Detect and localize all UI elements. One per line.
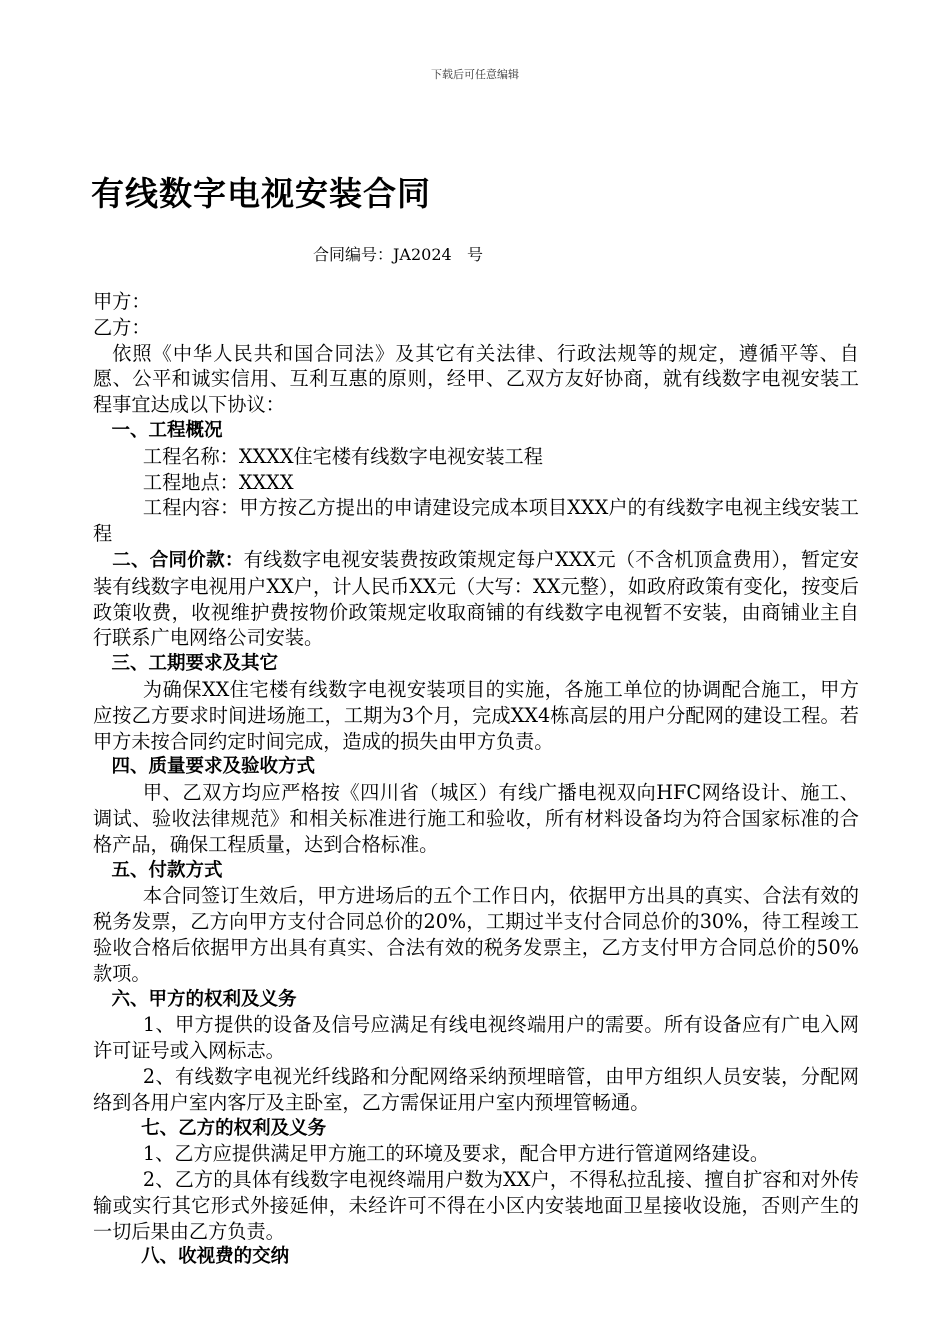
party-a-line: 甲方： <box>93 290 151 313</box>
section-3-text: 为确保XX住宅楼有线数字电视安装项目的实施，各施工单位的协调配合施工，甲方应按乙方要求时间进场施工，工期为3个月，完成XX4栋高层的用户分配网的建设工程。若甲方未按合同约定时间完成，造成的损失由甲方负责。 <box>93 677 859 753</box>
section-4-heading: 四、质量要求及验收方式 <box>111 756 316 778</box>
project-location: 工程地点：XXXX <box>142 470 294 494</box>
section-1-heading: 一、工程概况 <box>111 419 223 441</box>
party-b-line: 乙方： <box>93 315 151 339</box>
document-title: 有线数字电视安装合同 <box>91 174 431 213</box>
contract-body <box>93 289 859 1270</box>
section-5-text: 本合同签订生效后，甲方进场后的五个工作日内，依据甲方出具的真实、合法有效的税务发票，乙方向甲方支付合同总价的20%，工期过半支付合同总价的30%，待工程竣工验收合格后依据甲方出具有真实、合法有效的税务发票主，乙方支付甲方合同总价的50%款项。 <box>93 884 859 985</box>
project-content: 工程内容：甲方按乙方提出的申请建设完成本项目XXX户的有线数字电视主线安装工程 <box>93 496 859 546</box>
section-7-item-2: 2、乙方的具体有线数字电视终端用户数为XX户，不得私拉乱接、擅自扩容和对外传输或实行其它形式外接延伸，未经许可不得在小区内安装地面卫星接收设施，否则产生的一切后果由乙方负责。 <box>93 1168 859 1243</box>
section-2-text: 有线数字电视安装费按政策规定每户XXX元（不含机顶盒费用），暂定安装有线数字电视用户XX户，计人民币XX元（大写：XX元整），如政府政策有变化，按变后政策收费，收视维护费按物价政策规定收取商铺的有线数字电视暂不安装，由商铺业主自行联系广电网络公司安装。 <box>93 547 859 650</box>
section-2-heading: 二、合同价款： <box>112 549 244 571</box>
project-name: 工程名称：XXXX住宅楼有线数字电视安装工程 <box>142 444 543 468</box>
section-3-heading: 三、工期要求及其它 <box>111 653 279 675</box>
section-6-item-1: 1、甲方提供的设备及信号应满足有线电视终端用户的需要。所有设备应有广电入网许可证号或入网标志。 <box>93 1013 859 1063</box>
section-6-item-2: 2、有线数字电视光纤线路和分配网络采纳预埋暗管，由甲方组织人员安装，分配网络到各用户室内客厅及主卧室，乙方需保证用户室内预埋管畅通。 <box>93 1064 859 1114</box>
section-7-heading: 七、乙方的权利及义务 <box>141 1117 327 1139</box>
intro-paragraph: 依照《中华人民共和国合同法》及其它有关法律、行政法规等的规定，遵循平等、自愿、公平和诚实信用、互利互惠的原则，经甲、乙双方友好协商，就有线数字电视安装工程事宜达成以下协议： <box>93 341 859 417</box>
contract-number: 合同编号：JA2024 号 <box>313 245 483 264</box>
section-5-heading: 五、付款方式 <box>111 859 223 881</box>
section-2-paragraph <box>93 547 859 651</box>
header-note: 下载后可任意编辑 <box>431 68 519 81</box>
section-8-heading: 八、收视费的交纳 <box>141 1246 290 1268</box>
section-7-item-1: 1、乙方应提供满足甲方施工的环境及要求，配合甲方进行管道网络建设。 <box>142 1142 770 1166</box>
section-4-text: 甲、乙双方均应严格按《四川省（城区）有线广播电视双向HFC网络设计、施工、调试、验收法律规范》和相关标准进行施工和验收，所有材料设备均为符合国家标准的合格产品，确保工程质量，达到合格标准。 <box>93 781 859 856</box>
section-6-heading: 六、甲方的权利及义务 <box>111 988 297 1010</box>
